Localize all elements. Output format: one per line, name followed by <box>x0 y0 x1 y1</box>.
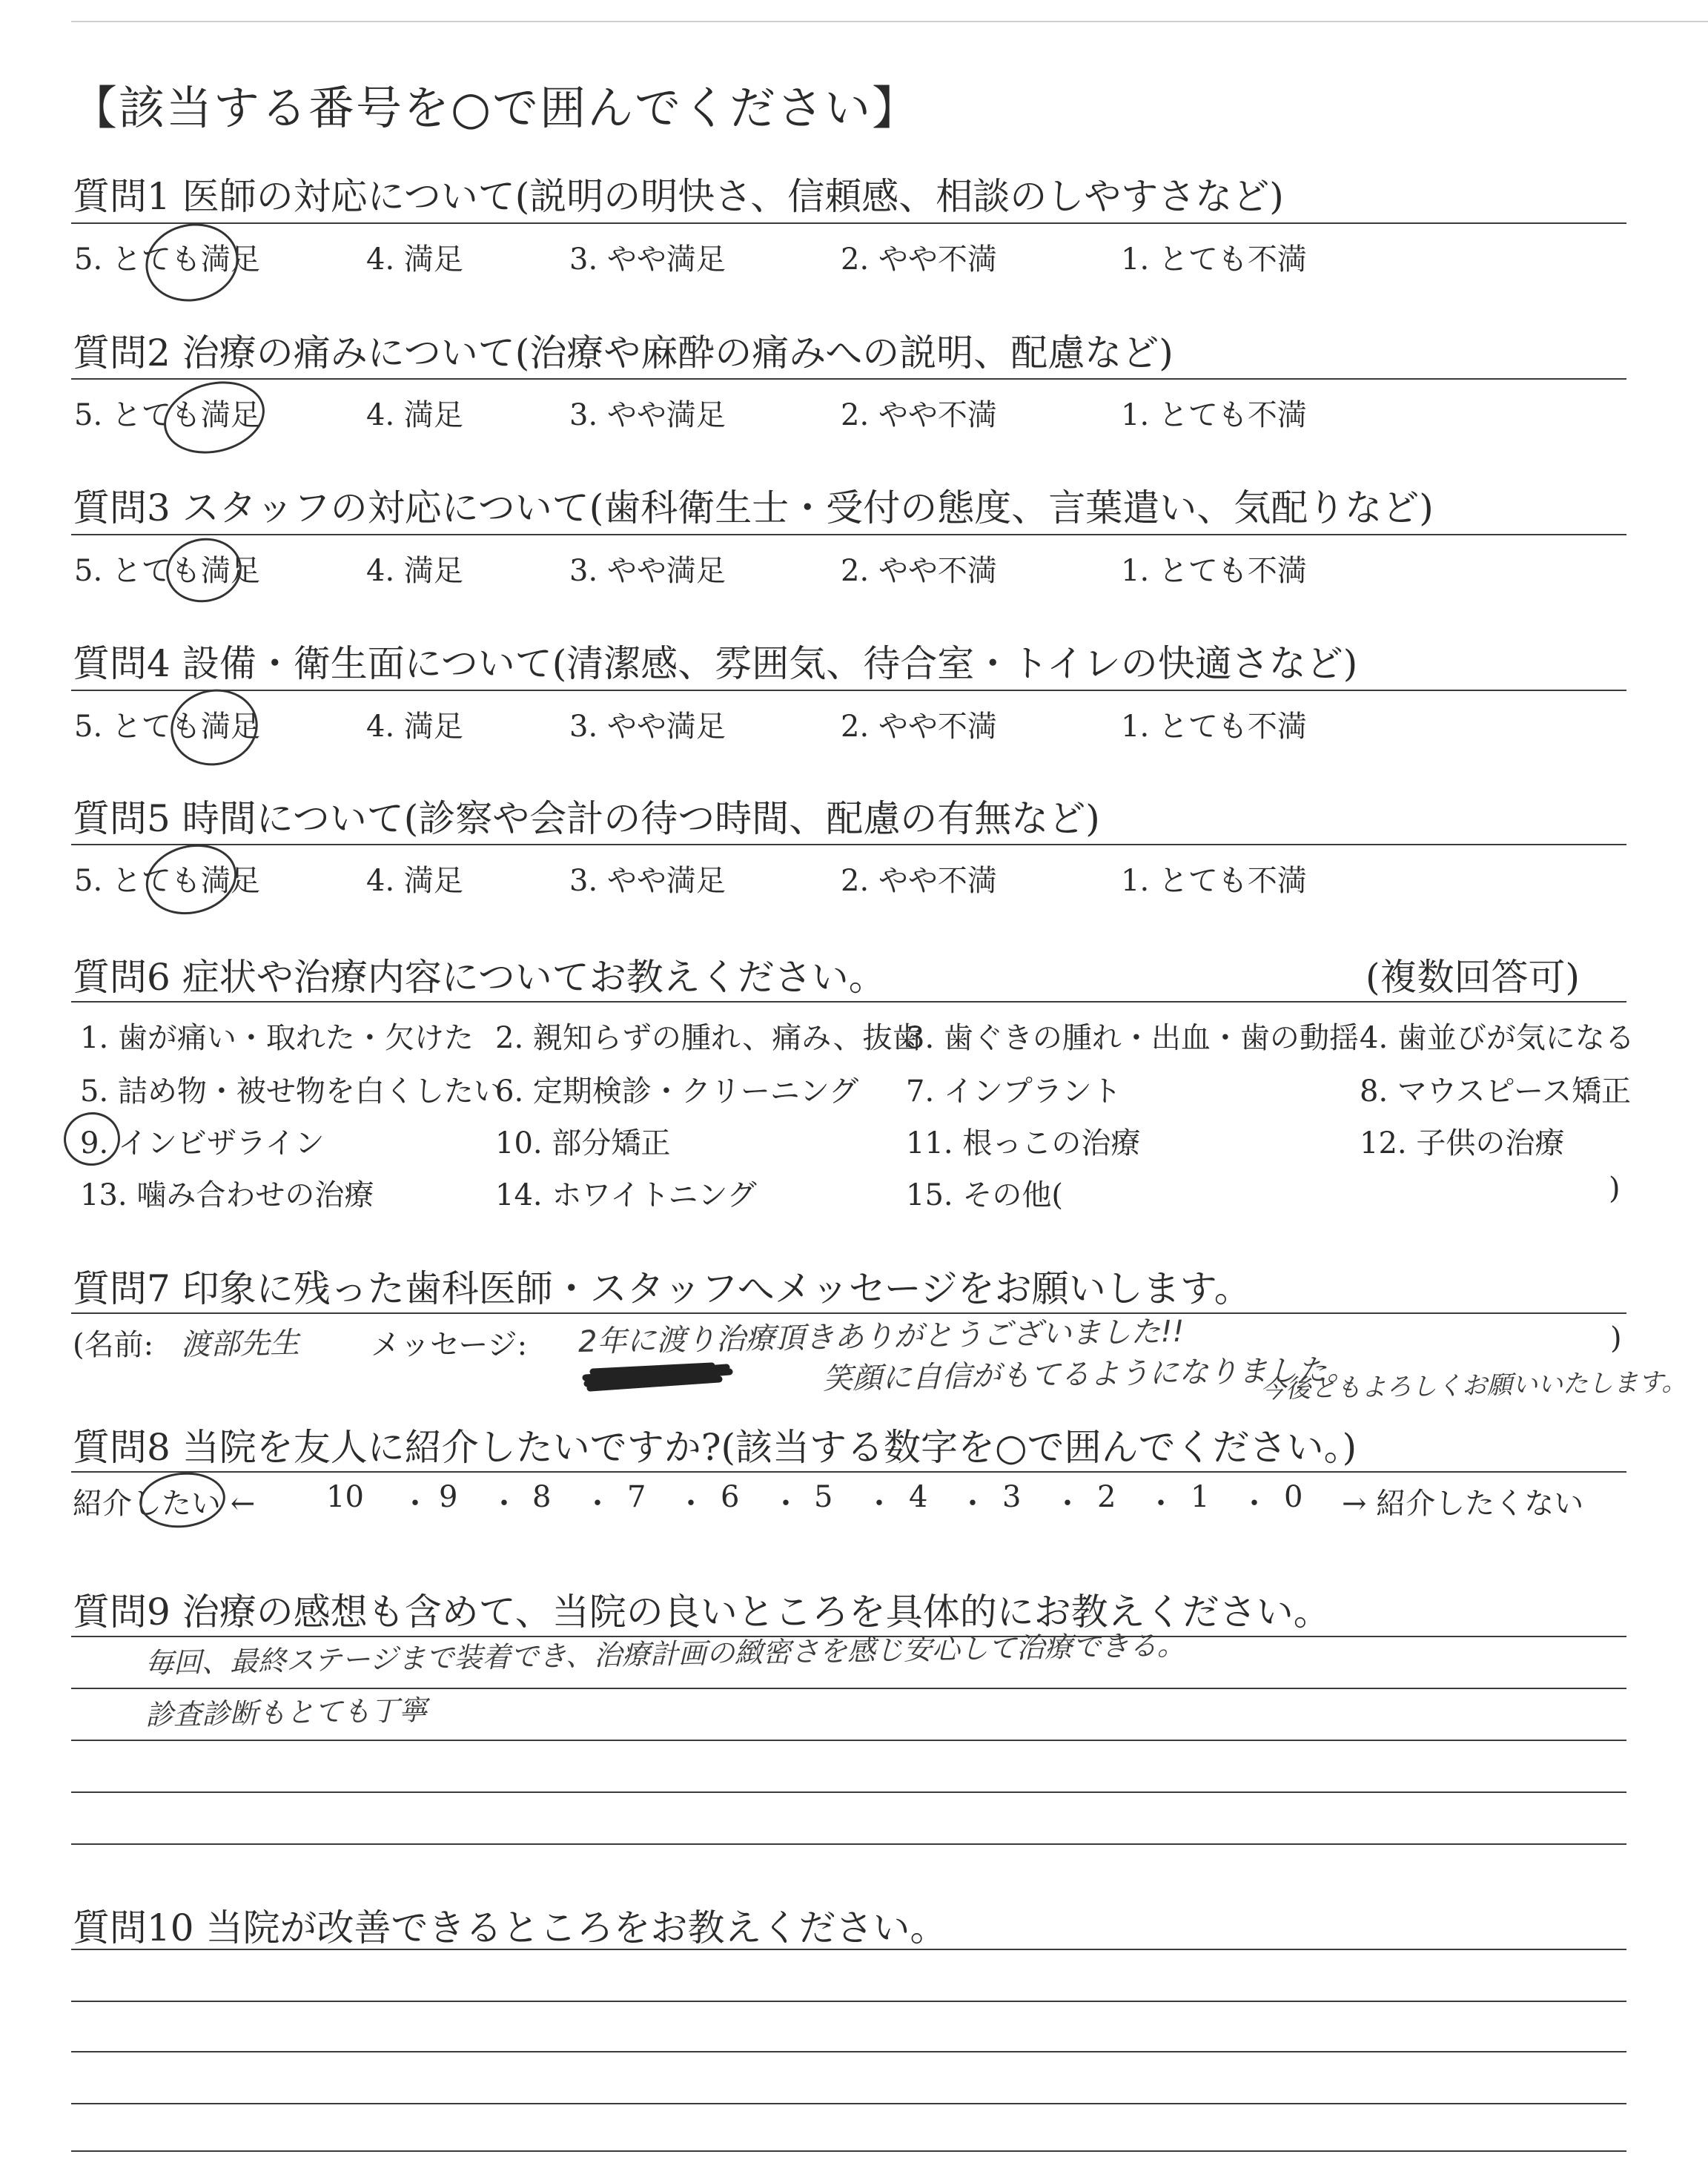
question-text: 当院を友人に紹介したいですか?(該当する数字を○で囲んでください。) <box>182 1426 1357 1469</box>
rating-option-3[interactable]: 3. やや満足 <box>569 710 726 744</box>
rating-option-3[interactable]: 3. やや満足 <box>569 864 726 898</box>
treatment-option-7[interactable]: 7. インプラント <box>906 1074 1122 1109</box>
treatment-option-15[interactable]: 15. その他( <box>906 1178 1063 1212</box>
question-label: 質問8 <box>73 1426 171 1469</box>
question-label: 質問6 <box>73 956 171 999</box>
question-text: スタッフの対応について(歯科衛生士・受付の態度、言葉遣い、気配りなど) <box>182 486 1434 529</box>
treatment-option-3[interactable]: 3. 歯ぐきの腫れ・出血・歯の動揺 <box>906 1021 1359 1055</box>
score-5[interactable]: 5 <box>814 1480 833 1514</box>
scale-dot: ・ <box>771 1487 801 1521</box>
treatment-option-13[interactable]: 13. 噛み合わせの治療 <box>80 1178 374 1212</box>
treatment-option-1[interactable]: 1. 歯が痛い・取れた・欠けた <box>80 1021 474 1055</box>
rating-option-5[interactable]: 5. とても満足 <box>74 398 260 432</box>
score-6[interactable]: 6 <box>721 1480 740 1514</box>
rating-option-2[interactable]: 2. やや不満 <box>841 864 997 898</box>
message-line-1[interactable]: 2年に渡り治療頂きありがとうございました!! <box>577 1314 1185 1359</box>
treatment-option-12[interactable]: 12. 子供の治療 <box>1360 1126 1565 1160</box>
treatment-option-9[interactable]: 9. インビザライン <box>80 1126 325 1160</box>
recommend-yes-label: 紹介したい ← <box>73 1487 256 1521</box>
rating-option-3[interactable]: 3. やや満足 <box>569 554 726 588</box>
rating-option-5[interactable]: 5. とても満足 <box>74 710 260 744</box>
question-label: 質問7 <box>73 1267 171 1310</box>
treatment-option-6[interactable]: 6. 定期検診・クリーニング <box>495 1074 859 1109</box>
treatment-option-14[interactable]: 14. ホワイトニング <box>495 1178 757 1212</box>
rating-option-5[interactable]: 5. とても満足 <box>74 554 260 588</box>
answer-rule <box>71 1843 1626 1845</box>
answer-line-2[interactable]: 診査診断もとても丁寧 <box>145 1694 428 1731</box>
scale-dot: ・ <box>1146 1487 1176 1521</box>
question-text: 印象に残った歯科医師・スタッフへメッセージをお願いします。 <box>182 1267 1251 1310</box>
scale-dot: ・ <box>400 1487 430 1521</box>
question-text: 治療の感想も含めて、当院の良いところを具体的にお教えください。 <box>182 1591 1331 1634</box>
rating-option-2[interactable]: 2. やや不満 <box>841 242 997 277</box>
question-text: 医師の対応について(説明の明快さ、信頼感、相談のしやすさなど) <box>182 175 1284 218</box>
question-label: 質問1 <box>73 175 171 218</box>
question-text: 治療の痛みについて(治療や麻酔の痛みへの説明、配慮など) <box>182 331 1174 374</box>
score-2[interactable]: 2 <box>1097 1480 1116 1514</box>
recommend-no-label: → 紹介したくない <box>1342 1487 1584 1521</box>
answer-rule <box>71 2103 1626 2104</box>
rating-option-1[interactable]: 1. とても不満 <box>1121 710 1307 744</box>
score-4[interactable]: 4 <box>909 1480 928 1514</box>
answer-rule <box>71 1791 1626 1793</box>
question-label: 質問4 <box>73 642 171 685</box>
treatment-option-8[interactable]: 8. マウスピース矯正 <box>1360 1074 1632 1109</box>
rating-option-4[interactable]: 4. 満足 <box>366 554 463 588</box>
question-10-title <box>73 1898 947 1952</box>
message-line-2[interactable]: 笑顔に自信がもてるようになりました。 <box>822 1353 1357 1396</box>
scale-dot: ・ <box>676 1487 706 1521</box>
rating-option-1[interactable]: 1. とても不満 <box>1121 554 1307 588</box>
rating-option-5[interactable]: 5. とても満足 <box>74 242 260 277</box>
question-text: 時間について(診察や会計の待つ時間、配慮の有無など) <box>182 797 1100 840</box>
rating-option-1[interactable]: 1. とても不満 <box>1121 864 1307 898</box>
rating-option-1[interactable]: 1. とても不満 <box>1121 398 1307 432</box>
question-label: 質問3 <box>73 486 171 529</box>
scale-dot: ・ <box>1053 1487 1082 1521</box>
answer-rule <box>71 1471 1626 1473</box>
score-10[interactable]: 10 <box>326 1480 364 1514</box>
answer-rule <box>71 2001 1626 2002</box>
rating-option-5[interactable]: 5. とても満足 <box>74 864 260 898</box>
answer-rule <box>71 2150 1626 2152</box>
question-8-title <box>73 1418 1357 1471</box>
scale-dot: ・ <box>958 1487 987 1521</box>
treatment-option-2[interactable]: 2. 親知らずの腫れ、痛み、抜歯 <box>495 1021 922 1055</box>
answer-rule <box>71 1949 1626 1950</box>
multiple-answers-note: (複数回答可) <box>1366 956 1580 999</box>
score-0[interactable]: 0 <box>1284 1480 1303 1514</box>
name-label: (名前: <box>73 1328 154 1362</box>
question-text: 当院が改善できるところをお教えください。 <box>205 1906 947 1949</box>
question-label: 質問9 <box>73 1591 171 1634</box>
scale-dot: ・ <box>1239 1487 1269 1521</box>
score-3[interactable]: 3 <box>1002 1480 1022 1514</box>
treatment-option-5[interactable]: 5. 詰め物・被せ物を白くしたい <box>80 1074 503 1109</box>
message-close-paren: ) <box>1610 1321 1622 1355</box>
scale-dot: ・ <box>864 1487 894 1521</box>
question-text: 設備・衛生面について(清潔感、雰囲気、待合室・トイレの快適さなど) <box>182 642 1358 685</box>
scale-dot: ・ <box>583 1487 612 1521</box>
rating-option-3[interactable]: 3. やや満足 <box>569 398 726 432</box>
score-7[interactable]: 7 <box>627 1480 646 1514</box>
rating-option-4[interactable]: 4. 満足 <box>366 864 463 898</box>
score-8[interactable]: 8 <box>532 1480 552 1514</box>
rating-option-2[interactable]: 2. やや不満 <box>841 710 997 744</box>
question-label: 質問5 <box>73 797 171 840</box>
score-1[interactable]: 1 <box>1191 1480 1210 1514</box>
message-line-3[interactable]: 今後ともよろしくお願いいたします。 <box>1260 1367 1687 1404</box>
scale-dot: ・ <box>489 1487 519 1521</box>
treatment-option-4[interactable]: 4. 歯並びが気になる <box>1360 1021 1635 1055</box>
rating-option-1[interactable]: 1. とても不満 <box>1121 242 1307 277</box>
form-title: 【該当する番号を○で囲んでください】 <box>71 81 920 135</box>
treatment-option-11[interactable]: 11. 根っこの治療 <box>906 1126 1141 1160</box>
answer-line-1[interactable]: 毎回、最終ステージまで装着でき、治療計画の緻密さを感じ安心して治療できる。 <box>145 1628 1186 1680</box>
answer-rule <box>71 2051 1626 2052</box>
rating-option-2[interactable]: 2. やや不満 <box>841 554 997 588</box>
rating-option-4[interactable]: 4. 満足 <box>366 398 463 432</box>
question-label: 質問10 <box>73 1906 194 1949</box>
score-9[interactable]: 9 <box>439 1480 458 1514</box>
rating-option-4[interactable]: 4. 満足 <box>366 242 463 277</box>
other-close-paren: ) <box>1609 1172 1621 1206</box>
message-label: メッセージ: <box>371 1328 528 1362</box>
rating-option-4[interactable]: 4. 満足 <box>366 710 463 744</box>
answer-rule <box>71 1740 1626 1741</box>
question-text: 症状や治療内容についてお教えください。 <box>182 956 886 999</box>
question-label: 質問2 <box>73 331 171 374</box>
staff-name-handwritten[interactable]: 渡部先生 <box>180 1326 300 1362</box>
rating-option-3[interactable]: 3. やや満足 <box>569 242 726 277</box>
treatment-option-10[interactable]: 10. 部分矯正 <box>495 1126 671 1160</box>
rating-option-2[interactable]: 2. やや不満 <box>841 398 997 432</box>
